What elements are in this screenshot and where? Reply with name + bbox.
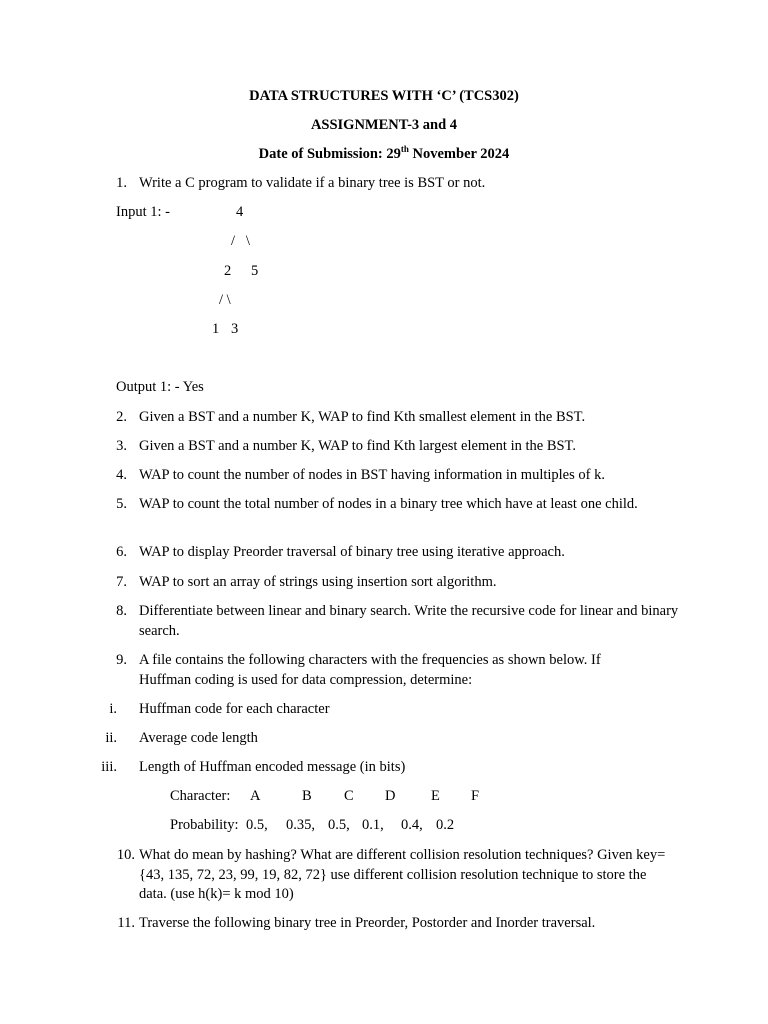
character-cell: B [302, 788, 312, 804]
question-6-text: WAP to display Preorder traversal of binary tree using iterative approach. [139, 544, 565, 560]
question-4-number: 4. [116, 467, 127, 483]
probability-label: Probability: [170, 817, 239, 833]
assignment-title: ASSIGNMENT-3 and 4 [310, 117, 458, 133]
q9-part-iii-text: Length of Huffman encoded message (in bits) [139, 759, 406, 775]
character-cell: C [344, 788, 354, 804]
tree-leaf-left: 1 [212, 321, 220, 337]
submission-date-prefix: Date of Submission: 29 [258, 146, 401, 162]
question-11-text: Traverse the following binary tree in Preorder, Postorder and Inorder traversal. [139, 915, 596, 931]
question-7-text: WAP to sort an array of strings using insertion sort algorithm. [139, 574, 497, 590]
probability-cell: 0.5, [328, 817, 350, 833]
tree-branch-level1: / \ [231, 233, 250, 249]
question-4-text: WAP to count the number of nodes in BST having information in multiples of k. [139, 467, 605, 483]
tree-root-node: 4 [236, 204, 244, 220]
submission-date [0, 145, 768, 164]
question-8-number: 8. [116, 603, 127, 619]
question-9-text: A file contains the following characters with the frequencies as shown below. If Huffman coding is used for data compression, determine: [139, 652, 601, 688]
q9-part-ii-number: ii. [105, 730, 117, 746]
q9-part-ii-text: Average code length [139, 730, 258, 746]
question-10-number: 10. [116, 847, 135, 863]
question-8-text: Differentiate between linear and binary search. Write the recursive code for linear and binary search. [139, 603, 679, 639]
question-5-text: WAP to count the total number of nodes in a binary tree which have at least one child. [139, 496, 638, 512]
course-title: DATA STRUCTURES WITH ‘C’ (TCS302) [249, 88, 519, 104]
q9-part-iii-number: iii. [101, 759, 117, 775]
probability-cell: 0.2 [436, 817, 455, 833]
tree-leaf-right: 3 [231, 321, 239, 337]
character-label: Character: [170, 788, 231, 804]
probability-cell: 0.1, [362, 817, 384, 833]
question-3-number: 3. [116, 438, 127, 454]
question-9-number: 9. [116, 652, 127, 668]
tree-node-left: 2 [224, 263, 232, 279]
question-1-number: 1. [116, 175, 127, 191]
question-6-number: 6. [116, 544, 127, 560]
question-2-text: Given a BST and a number K, WAP to find Kth smallest element in the BST. [139, 409, 586, 425]
character-cell: E [431, 788, 440, 804]
probability-cell: 0.4, [401, 817, 423, 833]
question-10-text: What do mean by hashing? What are different collision resolution techniques? Given key= {43, 135, 72, 23, 99, 19, 82, 72} use different collision resolution technique to store the data. (use h(k)= k mod 10) [139, 847, 666, 902]
input-1-label: Input 1: - [116, 204, 170, 220]
probability-cell: 0.35, [286, 817, 315, 833]
question-5-number: 5. [116, 496, 127, 512]
question-1-text: Write a C program to validate if a binary tree is BST or not. [139, 175, 486, 191]
question-11-number: 11. [117, 915, 135, 931]
question-7-number: 7. [116, 574, 127, 590]
question-2-number: 2. [116, 409, 127, 425]
tree-node-right: 5 [251, 263, 259, 279]
character-cell: D [385, 788, 396, 804]
submission-date-suffix: November 2024 [408, 146, 510, 162]
output-1: Output 1: - Yes [116, 379, 204, 395]
character-cell: F [471, 788, 480, 804]
question-3-text: Given a BST and a number K, WAP to find Kth largest element in the BST. [139, 438, 576, 454]
q9-part-i-text: Huffman code for each character [139, 701, 330, 717]
probability-cell: 0.5, [246, 817, 268, 833]
character-cell: A [250, 788, 261, 804]
q9-part-i-number: i. [109, 701, 117, 717]
submission-date-sup: th [400, 144, 409, 155]
tree-branch-level2: / \ [219, 292, 231, 308]
